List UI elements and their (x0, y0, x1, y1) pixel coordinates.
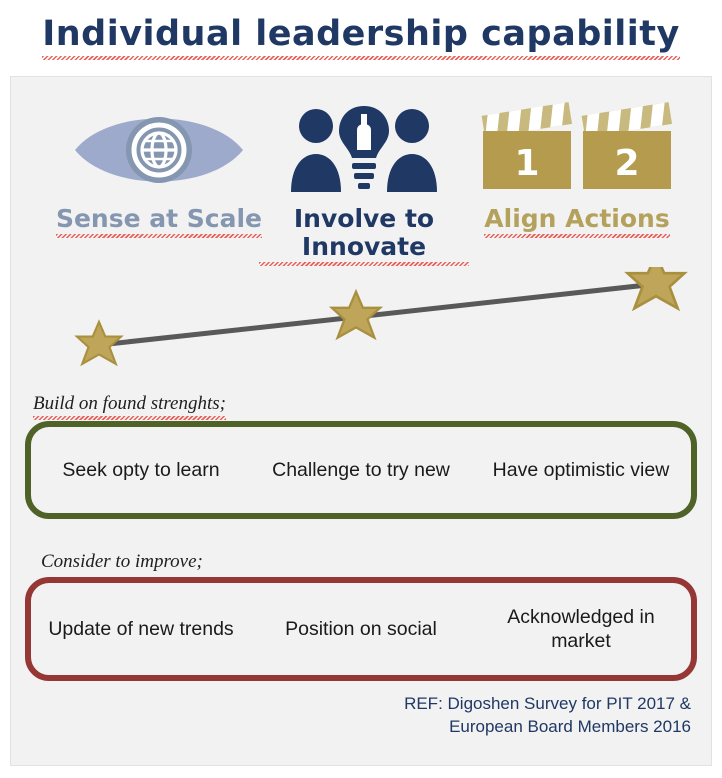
improve-item: Position on social (285, 617, 437, 640)
pillar-label-text: Involve to Innovate (259, 205, 469, 261)
reference-line-2: European Board Members 2016 (449, 716, 691, 736)
pillar-label (484, 205, 669, 233)
pillar-label-text: Sense at Scale (55, 204, 263, 233)
strengths-box (25, 421, 697, 519)
content-panel (10, 76, 712, 766)
pillar-involve-to-innovate (259, 95, 469, 261)
people-lightbulb-icon (259, 95, 469, 205)
strengths-caption (33, 393, 226, 415)
pillars-row (11, 95, 713, 265)
star-icon (332, 292, 380, 338)
eye-globe-icon (39, 95, 279, 205)
svg-text:2: 2 (614, 143, 640, 184)
pillar-label (56, 205, 262, 233)
strengths-caption-text: Build on found strenghts; (33, 393, 226, 414)
strength-item: Have optimistic view (492, 458, 670, 481)
clapperboard-icon (461, 95, 693, 205)
pillar-label (259, 205, 469, 261)
page-title (42, 14, 680, 60)
strength-item: Seek opty to learn (62, 458, 220, 481)
svg-text:1: 1 (514, 143, 540, 184)
improve-caption-text: Consider to improve; (41, 551, 203, 572)
improve-item: Update of new trends (48, 617, 234, 640)
pillar-label-text: Align Actions (484, 204, 670, 233)
pillar-align-actions (461, 95, 693, 233)
strength-item: Challenge to try new (272, 458, 450, 481)
page-title-wrap (0, 14, 722, 60)
page-title-text: Individual leadership capability (42, 14, 680, 54)
improve-item: Acknowledged in market (507, 605, 655, 652)
improve-caption (41, 551, 203, 573)
improve-box (25, 577, 697, 681)
progress-star-line (11, 267, 713, 397)
title-underline-squiggle (42, 56, 680, 60)
reference-line-1: REF: Digoshen Survey for PIT 2017 & (404, 694, 691, 713)
reference-note (271, 693, 691, 739)
pillar-sense-at-scale (39, 95, 279, 233)
star-icon (77, 322, 121, 364)
